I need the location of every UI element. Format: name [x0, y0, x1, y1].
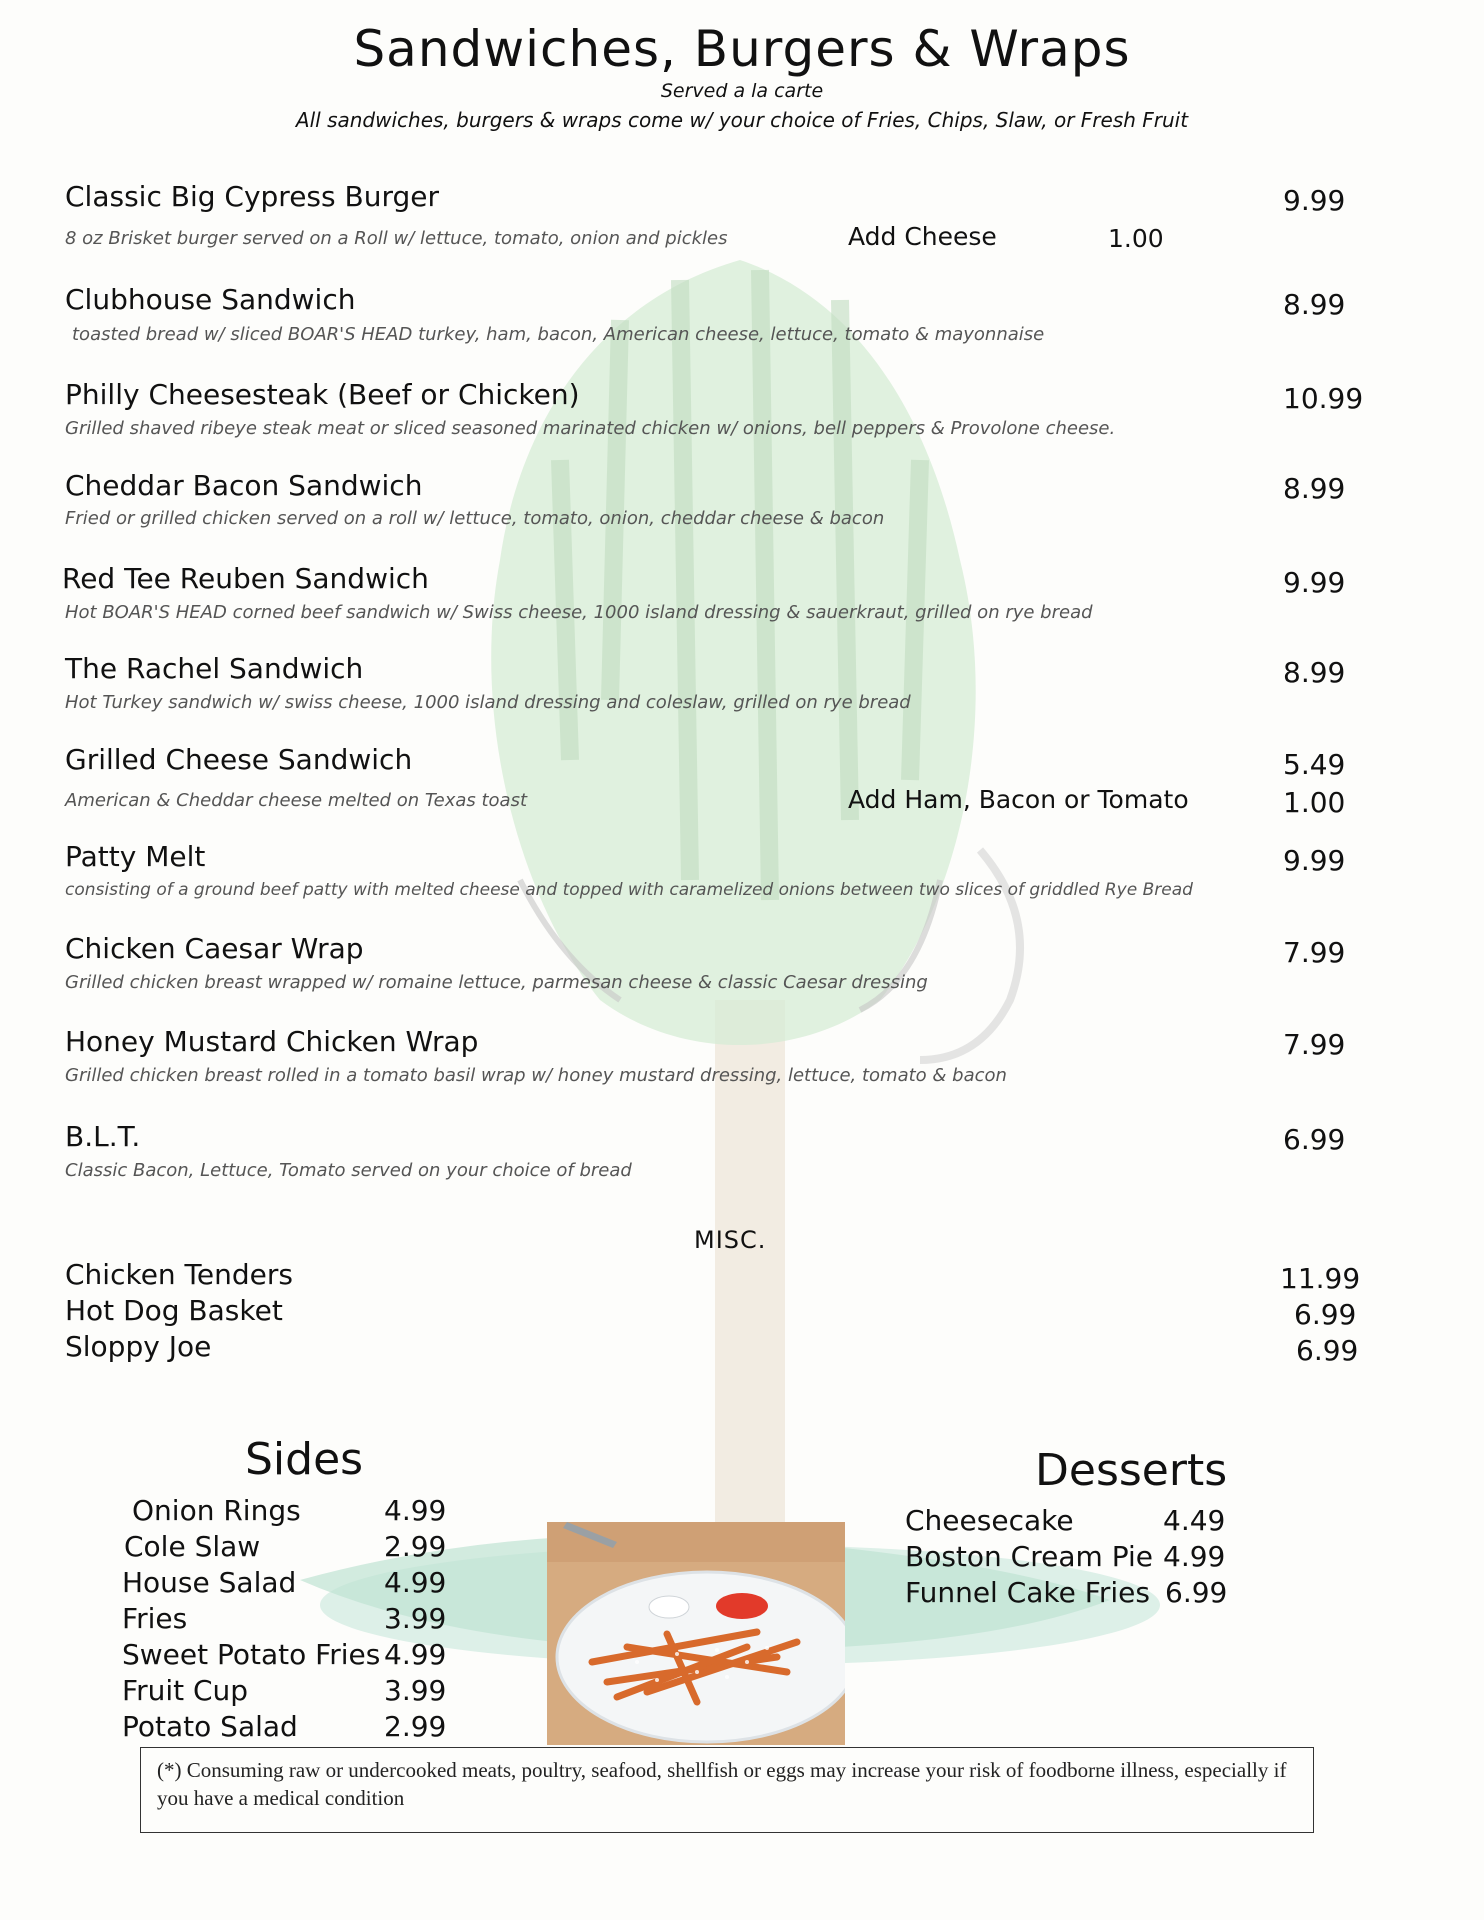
item-name: Red Tee Reuben Sandwich	[62, 562, 429, 595]
header-note: All sandwiches, burgers & wraps come w/ your choice of Fries, Chips, Slaw, or Fresh Fruit	[295, 108, 1189, 132]
item-name: Clubhouse Sandwich	[65, 283, 356, 316]
item-description: Grilled chicken breast rolled in a tomato basil wrap w/ honey mustard dressing, lettuce, tomato & bacon	[65, 1065, 1007, 1086]
item-description: Grilled shaved ribeye steak meat or sliced seasoned marinated chicken w/ onions, bell peppers & Provolone cheese.	[65, 418, 1116, 439]
side-item-price: 4.99	[384, 1566, 447, 1599]
page-title: Sandwiches, Burgers & Wraps	[353, 20, 1131, 78]
item-name: Cheddar Bacon Sandwich	[65, 469, 423, 502]
misc-item-name: Chicken Tenders	[65, 1258, 293, 1291]
dessert-item-price: 4.99	[1163, 1540, 1226, 1573]
misc-heading: MISC.	[694, 1226, 767, 1254]
item-description: Fried or grilled chicken served on a roll w/ lettuce, tomato, onion, cheddar cheese & bacon	[65, 508, 885, 529]
side-item-price: 3.99	[384, 1674, 447, 1707]
side-item-name: House Salad	[122, 1566, 297, 1599]
side-item-price: 2.99	[384, 1710, 447, 1743]
side-item-name: Potato Salad	[122, 1710, 298, 1743]
desserts-heading: Desserts	[1035, 1445, 1228, 1496]
item-price: 6.99	[1283, 1123, 1346, 1156]
sides-heading: Sides	[245, 1434, 364, 1485]
addon-price: 1.00	[1108, 224, 1164, 253]
item-name: Honey Mustard Chicken Wrap	[65, 1025, 479, 1058]
item-name: B.L.T.	[65, 1120, 141, 1153]
item-description: American & Cheddar cheese melted on Texas toast	[65, 790, 528, 811]
item-name: Chicken Caesar Wrap	[65, 932, 364, 965]
item-name: The Rachel Sandwich	[65, 652, 364, 685]
item-price: 8.99	[1283, 288, 1346, 321]
misc-item-price: 6.99	[1296, 1334, 1359, 1367]
item-price: 9.99	[1283, 184, 1346, 217]
side-item-name: Sweet Potato Fries	[122, 1638, 381, 1671]
misc-item-name: Hot Dog Basket	[65, 1294, 283, 1327]
misc-item-price: 11.99	[1280, 1262, 1361, 1295]
side-item-price: 4.99	[384, 1494, 447, 1527]
item-description: 8 oz Brisket burger served on a Roll w/ lettuce, tomato, onion and pickles	[65, 228, 728, 249]
item-name: Patty Melt	[65, 840, 206, 873]
side-item-price: 4.99	[384, 1638, 447, 1671]
item-price: 5.49	[1283, 748, 1346, 781]
item-description: consisting of a ground beef patty with melted cheese and topped with caramelized onions between two slices of griddled Rye Bread	[65, 880, 1193, 900]
side-item-name: Onion Rings	[132, 1494, 301, 1527]
item-description: Hot Turkey sandwich w/ swiss cheese, 1000 island dressing and coleslaw, grilled on rye bread	[65, 692, 911, 713]
item-description: toasted bread w/ sliced BOAR'S HEAD turkey, ham, bacon, American cheese, lettuce, tomato & mayonnaise	[72, 324, 1045, 345]
funnel-cake-fries-photo	[547, 1522, 845, 1745]
side-item-price: 3.99	[384, 1602, 447, 1635]
addon-label: Add Cheese	[848, 222, 997, 251]
side-item-name: Cole Slaw	[124, 1530, 261, 1563]
side-item-name: Fruit Cup	[122, 1674, 249, 1707]
misc-item-price: 6.99	[1294, 1298, 1357, 1331]
food-safety-notice: (*) Consuming raw or undercooked meats, poultry, seafood, shellfish or eggs may increase your risk of foodborne illness, especially if you have a medical condition	[140, 1747, 1314, 1833]
dessert-item-price: 4.49	[1163, 1504, 1226, 1537]
item-name: Classic Big Cypress Burger	[65, 180, 439, 213]
item-price: 8.99	[1283, 472, 1346, 505]
dessert-item-name: Boston Cream Pie	[905, 1540, 1153, 1573]
subtitle: Served a la carte	[660, 80, 824, 102]
item-description: Grilled chicken breast wrapped w/ romaine lettuce, parmesan cheese & classic Caesar dressing	[65, 972, 928, 993]
item-price: 9.99	[1283, 844, 1346, 877]
dessert-item-name: Funnel Cake Fries	[905, 1576, 1150, 1609]
item-price: 10.99	[1283, 382, 1364, 415]
item-price: 9.99	[1283, 566, 1346, 599]
misc-item-name: Sloppy Joe	[65, 1330, 212, 1363]
side-item-price: 2.99	[384, 1530, 447, 1563]
dessert-item-price: 6.99	[1165, 1576, 1228, 1609]
side-item-name: Fries	[122, 1602, 188, 1635]
item-description: Classic Bacon, Lettuce, Tomato served on your choice of bread	[65, 1160, 632, 1181]
addon-price: 1.00	[1283, 786, 1346, 819]
item-price: 8.99	[1283, 656, 1346, 689]
item-description: Hot BOAR'S HEAD corned beef sandwich w/ Swiss cheese, 1000 island dressing & sauerkraut, grilled on rye bread	[65, 602, 1093, 623]
dessert-item-name: Cheesecake	[905, 1504, 1074, 1537]
item-price: 7.99	[1283, 1028, 1346, 1061]
addon-label: Add Ham, Bacon or Tomato	[848, 785, 1189, 814]
item-price: 7.99	[1283, 936, 1346, 969]
item-name: Philly Cheesesteak (Beef or Chicken)	[65, 378, 580, 411]
item-name: Grilled Cheese Sandwich	[65, 743, 413, 776]
